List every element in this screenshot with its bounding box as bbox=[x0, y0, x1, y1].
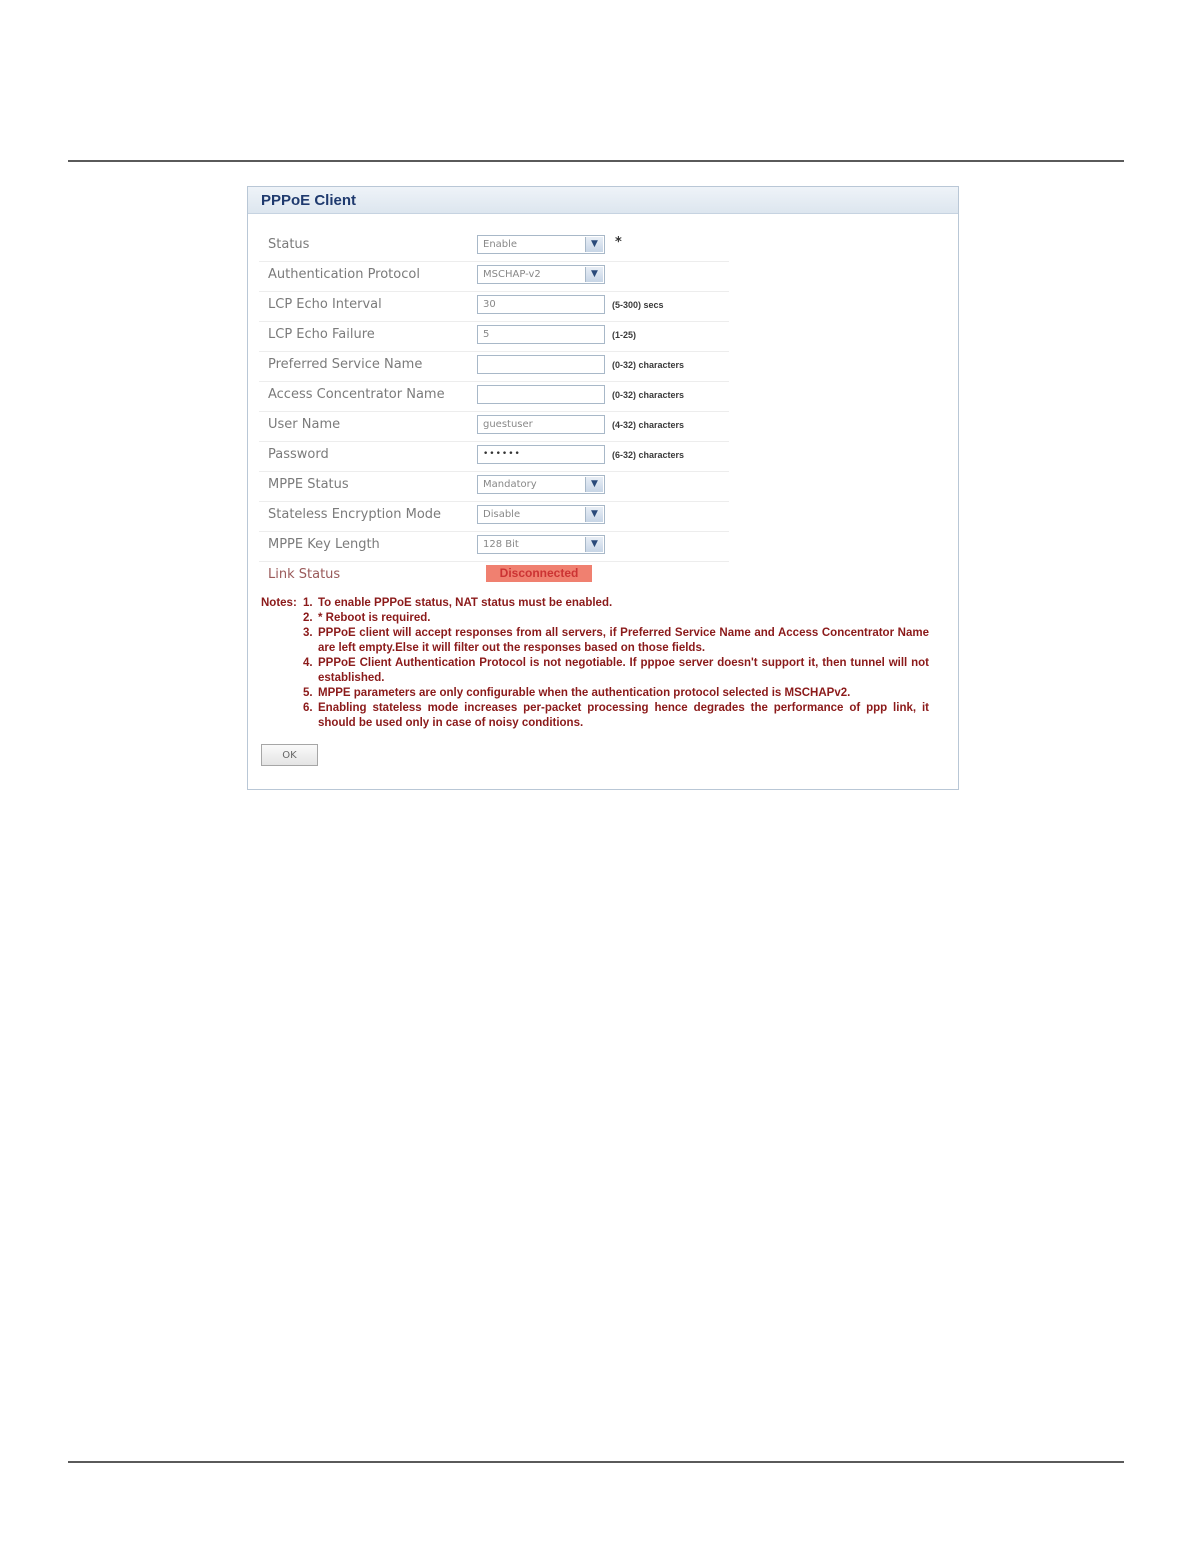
status-row bbox=[259, 232, 729, 262]
preferred-service-name-label: Preferred Service Name bbox=[268, 357, 423, 372]
user-name-label: User Name bbox=[268, 417, 341, 432]
pppoe-form bbox=[259, 232, 729, 591]
access-concentrator-name-label: Access Concentrator Name bbox=[268, 387, 445, 402]
mppe-key-length-select[interactable] bbox=[477, 535, 605, 554]
link-status-label: Link Status bbox=[268, 567, 341, 582]
chevron-down-icon: ▼ bbox=[585, 537, 603, 552]
bottom-divider bbox=[68, 1461, 1124, 1463]
mppe-key-length-value: 128 Bit bbox=[483, 539, 519, 550]
password-hint: (6-32) characters bbox=[612, 450, 685, 460]
list-item bbox=[303, 686, 929, 701]
preferred-service-name-hint: (0-32) characters bbox=[612, 360, 685, 370]
mppe-status-select[interactable] bbox=[477, 475, 605, 494]
stateless-encryption-mode-select[interactable] bbox=[477, 505, 605, 524]
lcp-echo-failure-row bbox=[259, 322, 729, 352]
access-concentrator-name-row bbox=[259, 382, 729, 412]
note-text: MPPE parameters are only configurable when the authentication protocol selected is MSCHAPv2. bbox=[318, 687, 851, 699]
preferred-service-name-input[interactable] bbox=[477, 355, 605, 374]
lcp-echo-interval-hint: (5-300) secs bbox=[612, 300, 664, 310]
status-value: Enable bbox=[483, 239, 518, 250]
status-label: Status bbox=[268, 237, 310, 252]
note-number: 3. bbox=[303, 627, 313, 639]
lcp-echo-failure-label: LCP Echo Failure bbox=[268, 327, 375, 342]
mppe-status-row bbox=[259, 472, 729, 502]
list-item bbox=[303, 611, 929, 626]
lcp-echo-interval-input[interactable]: 30 bbox=[477, 295, 605, 314]
panel-title: PPPoE Client bbox=[248, 187, 958, 214]
password-input[interactable]: •••••• bbox=[477, 445, 605, 464]
note-text: PPPoE Client Authentication Protocol is not negotiable. If pppoe server doesn't support it, then tunnel will not established. bbox=[318, 657, 929, 684]
notes-list bbox=[303, 596, 929, 731]
chevron-down-icon: ▼ bbox=[585, 477, 603, 492]
auth-protocol-value: MSCHAP-v2 bbox=[483, 269, 541, 280]
user-name-row bbox=[259, 412, 729, 442]
chevron-down-icon: ▼ bbox=[585, 267, 603, 282]
auth-protocol-select[interactable] bbox=[477, 265, 605, 284]
note-number: 4. bbox=[303, 657, 313, 669]
note-number: 1. bbox=[303, 597, 313, 609]
mppe-key-length-row bbox=[259, 532, 729, 562]
password-row bbox=[259, 442, 729, 472]
lcp-echo-failure-hint: (1-25) bbox=[612, 330, 637, 340]
list-item bbox=[303, 701, 929, 731]
note-text: * Reboot is required. bbox=[318, 612, 431, 624]
pppoe-client-panel bbox=[247, 186, 959, 790]
mppe-key-length-label: MPPE Key Length bbox=[268, 537, 380, 552]
status-select[interactable] bbox=[477, 235, 605, 254]
link-status-row bbox=[259, 562, 729, 591]
mppe-status-label: MPPE Status bbox=[268, 477, 349, 492]
ok-button[interactable]: OK bbox=[261, 744, 318, 766]
note-text: To enable PPPoE status, NAT status must be enabled. bbox=[318, 597, 613, 609]
auth-protocol-label: Authentication Protocol bbox=[268, 267, 420, 282]
lcp-echo-interval-row bbox=[259, 292, 729, 322]
note-number: 5. bbox=[303, 687, 313, 699]
note-number: 2. bbox=[303, 612, 313, 624]
lcp-echo-interval-label: LCP Echo Interval bbox=[268, 297, 382, 312]
chevron-down-icon: ▼ bbox=[585, 507, 603, 522]
notes-header: Notes: bbox=[261, 597, 297, 609]
password-label: Password bbox=[268, 447, 329, 462]
note-number: 6. bbox=[303, 702, 313, 714]
list-item bbox=[303, 596, 929, 611]
note-text: PPPoE client will accept responses from all servers, if Preferred Service Name and Access Concentrator Name are left empty.Else it will filter out the responses based on those fields. bbox=[318, 627, 929, 654]
stateless-encryption-mode-value: Disable bbox=[483, 509, 521, 520]
note-text: Enabling stateless mode increases per-packet processing hence degrades the performance of ppp link, it should be used only in case of noisy conditions. bbox=[318, 702, 929, 729]
stateless-encryption-mode-label: Stateless Encryption Mode bbox=[268, 507, 442, 522]
required-mark: * bbox=[615, 235, 622, 250]
mppe-status-value: Mandatory bbox=[483, 479, 537, 490]
list-item bbox=[303, 626, 929, 656]
auth-protocol-row bbox=[259, 262, 729, 292]
user-name-hint: (4-32) characters bbox=[612, 420, 685, 430]
chevron-down-icon: ▼ bbox=[585, 237, 603, 252]
list-item bbox=[303, 656, 929, 686]
user-name-input[interactable]: guestuser bbox=[477, 415, 605, 434]
stateless-encryption-mode-row bbox=[259, 502, 729, 532]
link-status-badge: Disconnected bbox=[486, 565, 592, 582]
lcp-echo-failure-input[interactable]: 5 bbox=[477, 325, 605, 344]
preferred-service-name-row bbox=[259, 352, 729, 382]
top-divider bbox=[68, 160, 1124, 162]
access-concentrator-name-input[interactable] bbox=[477, 385, 605, 404]
access-concentrator-name-hint: (0-32) characters bbox=[612, 390, 685, 400]
